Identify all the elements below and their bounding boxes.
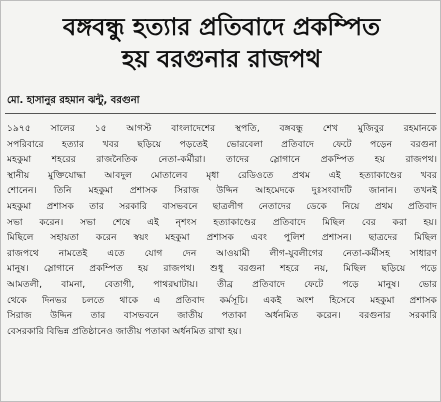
- body-line: সভা করেন। সভা শেষে এই নৃশংস হত্যাকাণ্ডের প্রতিবাদে মিছিল বের করা হয়।: [7, 216, 437, 228]
- body-line: স্থানীয় মুক্তিযোদ্ধা আবদুল মোতালেব মৃধা রেডিওতে প্রথম এই হত্যাকাণ্ডের খবর: [7, 169, 437, 181]
- headline-line-2: হয় বরগুনার রাজপথ: [121, 45, 322, 73]
- body-line: ১৯৭৫ সালের ১৫ আগস্ট বাংলাদেশের স্থপতি, বঙ্গবন্ধু শেখ মুজিবুর রহমানকে: [7, 123, 437, 134]
- byline: মো. হাসানুর রহমান ঝন্টু, বরগুনা: [7, 95, 140, 106]
- body-line: থেকে দিনভর চলতে থাকে এ প্রতিবাদ কর্মসূচি। একই অংশ হিসেবে মহকুমা প্রশাসক: [7, 294, 437, 306]
- body-line: মহকুমা প্রশাসক তার সরকারি বাসভবনে ছাত্রলীগ নেতাদের ডেকে নিয়ে প্রথম প্রতিবাদ: [7, 200, 437, 212]
- body-line: সপরিবারে হত্যার খবর ছড়িয়ে পড়তেই ভোরবেলা প্রতিবাদে ফেটে পড়েন বরগুনা: [7, 138, 437, 150]
- body-line: মহকুমা শহরের রাজনৈতিক নেতা-কর্মীরা। তাদের স্লোগানে প্রকম্পিত হয় রাজপথ।: [7, 154, 437, 166]
- body-line: শোনেন। তিনি মহকুমা প্রশাসক সিরাজ উদ্দিন আহমেদকে দুঃসংবাদটি জানান। তখনই: [7, 185, 437, 197]
- body-line: সিরাজ উদ্দিন তার বাসভবনে জাতীয় পতাকা অর্ধনমিত করেন। বরগুনার সরকারি: [7, 310, 437, 322]
- body-line: আমতলী, বামনা, বেতাগী, পাথরঘাটায়। তীব্র প্রতিবাদে ফেটে পড়ে মানুষ। ভোর: [7, 278, 437, 290]
- headline-line-1: বঙ্গবন্ধু হত্যার প্রতিবাদে প্রকম্পিত: [62, 13, 381, 41]
- body-line: মানুষ। স্লোগানে প্রকম্পিত হয় রাজপথ। শুধু বরগুনা শহরে নয়, মিছিল ছড়িয়ে পড়ে: [7, 263, 437, 275]
- article-body: [7, 121, 437, 339]
- byline-divider: [5, 113, 436, 114]
- body-line: বেসরকারি বিভিন্ন প্রতিষ্ঠানেও জাতীয় পতাকা অর্ধনমিত রাখা হয়।: [7, 325, 242, 337]
- headline: [1, 11, 441, 75]
- body-line: মিছিলে সহায়তা করেন স্বয়ং মহকুমা প্রশাসক এবং পুলিশ প্রশাসন। ছাত্রদের মিছিল: [7, 232, 437, 244]
- body-line: রাজপথে নামতেই এতে যোগ দেন আওয়ামী লীগ-যুবলীগের নেতা-কর্মীসহ সাধারণ: [7, 247, 437, 259]
